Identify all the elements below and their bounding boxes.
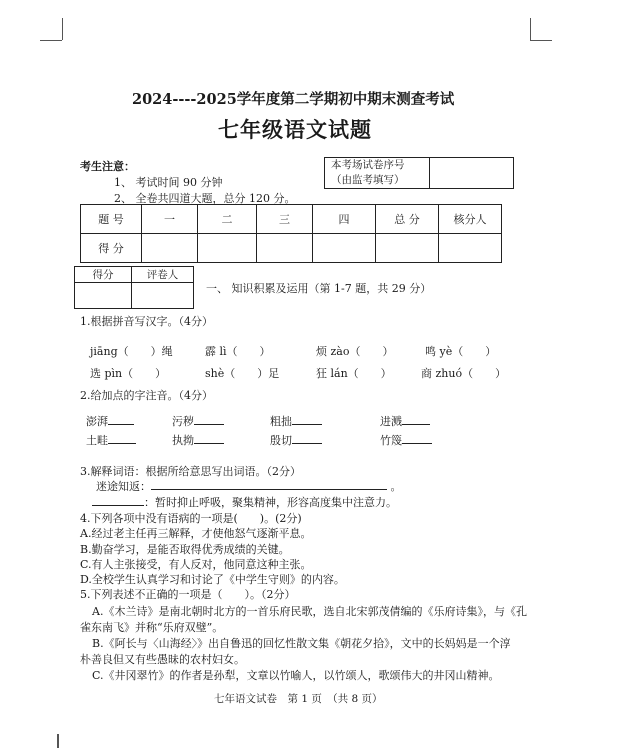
header-cell: 题 号 (81, 205, 142, 234)
crop-mark-top-left-v (62, 18, 63, 40)
crop-mark-top-left (40, 40, 62, 41)
grader-name-field[interactable] (132, 283, 194, 309)
q2-item (86, 413, 134, 429)
q2-item (270, 432, 322, 448)
q3-title: 3.解释词语：根据所给意思写出词语。（2分） (80, 465, 301, 478)
page-footer: 七年语文试卷 第 1 页 （共 8 页） (214, 693, 383, 705)
q2-answer-blank[interactable] (108, 432, 136, 444)
score-cell[interactable] (376, 234, 439, 263)
q5-option-b-line2: 朴善良但又有些愚昧的农村妇女。 (80, 653, 245, 666)
q3-answer-2-blank[interactable] (92, 494, 144, 506)
q3-item-1-label: 迷途知返： (96, 480, 151, 493)
q2-answer-blank[interactable] (402, 413, 430, 425)
seat-number-box (324, 157, 514, 189)
notice-item-2: 2、 全卷共四道大题，总分 120 分。 (114, 192, 296, 205)
q2-item (380, 432, 432, 448)
q1-item: 选 pìn（ ） (90, 367, 167, 380)
q5-title: 5.下列表述不正确的一项是（ ）。（2分） (80, 588, 296, 601)
q2-item (86, 432, 136, 448)
q2-item (172, 432, 224, 448)
q5-option-a-line1[interactable]: A.《木兰诗》是南北朝时北方的一首乐府民歌，选自北宋郭茂倩编的《乐府诗集》，与《孔 (92, 605, 527, 618)
q2-word: 殷切 (270, 434, 292, 447)
q3-item-1 (96, 478, 402, 494)
exam-title: 七年级语文试题 (218, 117, 372, 142)
q4-option-c[interactable]: C.有人主张接受，有人反对，他同意这种主张。 (80, 558, 312, 571)
q4-option-b[interactable]: B.勤奋学习，是能否取得优秀成绩的关键。 (80, 543, 290, 556)
q1-title: 1.根据拼音写汉字。（4分） (80, 315, 213, 328)
q2-word: 澎湃 (86, 415, 108, 428)
header-cell: 总 分 (376, 205, 439, 234)
q1-item: shè（ ）足 (205, 367, 280, 380)
score-cell[interactable] (313, 234, 376, 263)
score-cell[interactable] (142, 234, 198, 263)
q3-item-1-end: 。 (390, 480, 402, 493)
seat-box-line2: （由监考填写） (331, 174, 405, 186)
q2-answer-blank[interactable] (402, 432, 432, 444)
exam-header: 2024----2025学年度第二学期初中期末测查考试 (132, 91, 455, 108)
q4-title: 4.下列各项中没有语病的一项是( )。(2分) (80, 512, 302, 525)
seat-box-line1: 本考场试卷序号 (331, 159, 405, 171)
q2-title: 2.给加点的字注音。（4分） (80, 389, 213, 402)
q2-answer-blank[interactable] (292, 432, 322, 444)
q2-word: 竹篾 (380, 434, 402, 447)
q1-item: 狂 lán（ ） (316, 367, 392, 380)
score-cell[interactable] (257, 234, 313, 263)
notice-item-1: 1、 考试时间 90 分钟 (114, 176, 223, 189)
score-table-score-row (81, 234, 502, 263)
q1-item: jiāng（ ）绳 (90, 345, 173, 358)
q2-item (172, 413, 224, 429)
q2-word: 执拗 (172, 434, 194, 447)
q3-item-2-text: ：暂时抑止呼吸，聚集精神，形容高度集中注意力。 (144, 496, 397, 509)
crop-mark-top-right (530, 40, 552, 41)
q2-item (380, 413, 430, 429)
score-table-header-row (81, 205, 502, 234)
header-cell: 核分人 (439, 205, 502, 234)
q2-word: 土畦 (86, 434, 108, 447)
notice-label: 考生注意： (80, 160, 135, 173)
q3-answer-1-blank[interactable] (151, 478, 387, 490)
q2-answer-blank[interactable] (194, 413, 224, 425)
q4-option-d[interactable]: D.全校学生认真学习和讨论了《中学生守则》的内容。 (80, 573, 345, 586)
score-cell[interactable] (439, 234, 502, 263)
q2-item (270, 413, 322, 429)
grader-score-field[interactable] (75, 283, 132, 309)
q4-option-a[interactable]: A.经过老主任再三解释，才使他怒气逐渐平息。 (80, 527, 312, 540)
section-1-title: 一、 知识积累及运用（第 1-7 题，共 29 分） (206, 282, 432, 295)
score-table (80, 204, 502, 263)
crop-mark-top-right-v (530, 18, 531, 40)
header-cell: 三 (257, 205, 313, 234)
q3-item-2 (92, 494, 397, 510)
grader-box (74, 266, 194, 309)
grader-name-label: 评卷人 (132, 267, 194, 283)
q5-option-c[interactable]: C.《井冈翠竹》的作者是孙犁，文章以竹喻人，以竹颂人，歌颂伟大的井冈山精神。 (92, 669, 500, 682)
q2-word: 进溅 (380, 415, 402, 428)
q1-item: 鸣 yè（ ） (425, 345, 497, 358)
q1-item: 霹 lì（ ） (205, 345, 271, 358)
header-cell: 二 (198, 205, 257, 234)
q2-answer-blank[interactable] (194, 432, 224, 444)
q5-option-b-line1[interactable]: B.《阿长与〈山海经〉》出自鲁迅的回忆性散文集《朝花夕拾》，文中的长妈妈是一个淳 (92, 637, 511, 650)
score-cell[interactable] (198, 234, 257, 263)
header-cell: 四 (313, 205, 376, 234)
q2-answer-blank[interactable] (292, 413, 322, 425)
crop-mark-bottom-left (57, 734, 59, 748)
seat-number-field[interactable] (430, 158, 514, 189)
q1-item: 烦 zào（ ） (316, 345, 394, 358)
score-label: 得 分 (81, 234, 142, 263)
q2-word: 污秽 (172, 415, 194, 428)
q2-answer-blank[interactable] (108, 413, 134, 425)
header-cell: 一 (142, 205, 198, 234)
grader-score-label: 得分 (75, 267, 132, 283)
q1-item: 商 zhuó（ ） (421, 367, 507, 380)
q2-word: 粗拙 (270, 415, 292, 428)
q5-option-a-line2: 雀东南飞》并称“乐府双璧”。 (80, 621, 224, 634)
